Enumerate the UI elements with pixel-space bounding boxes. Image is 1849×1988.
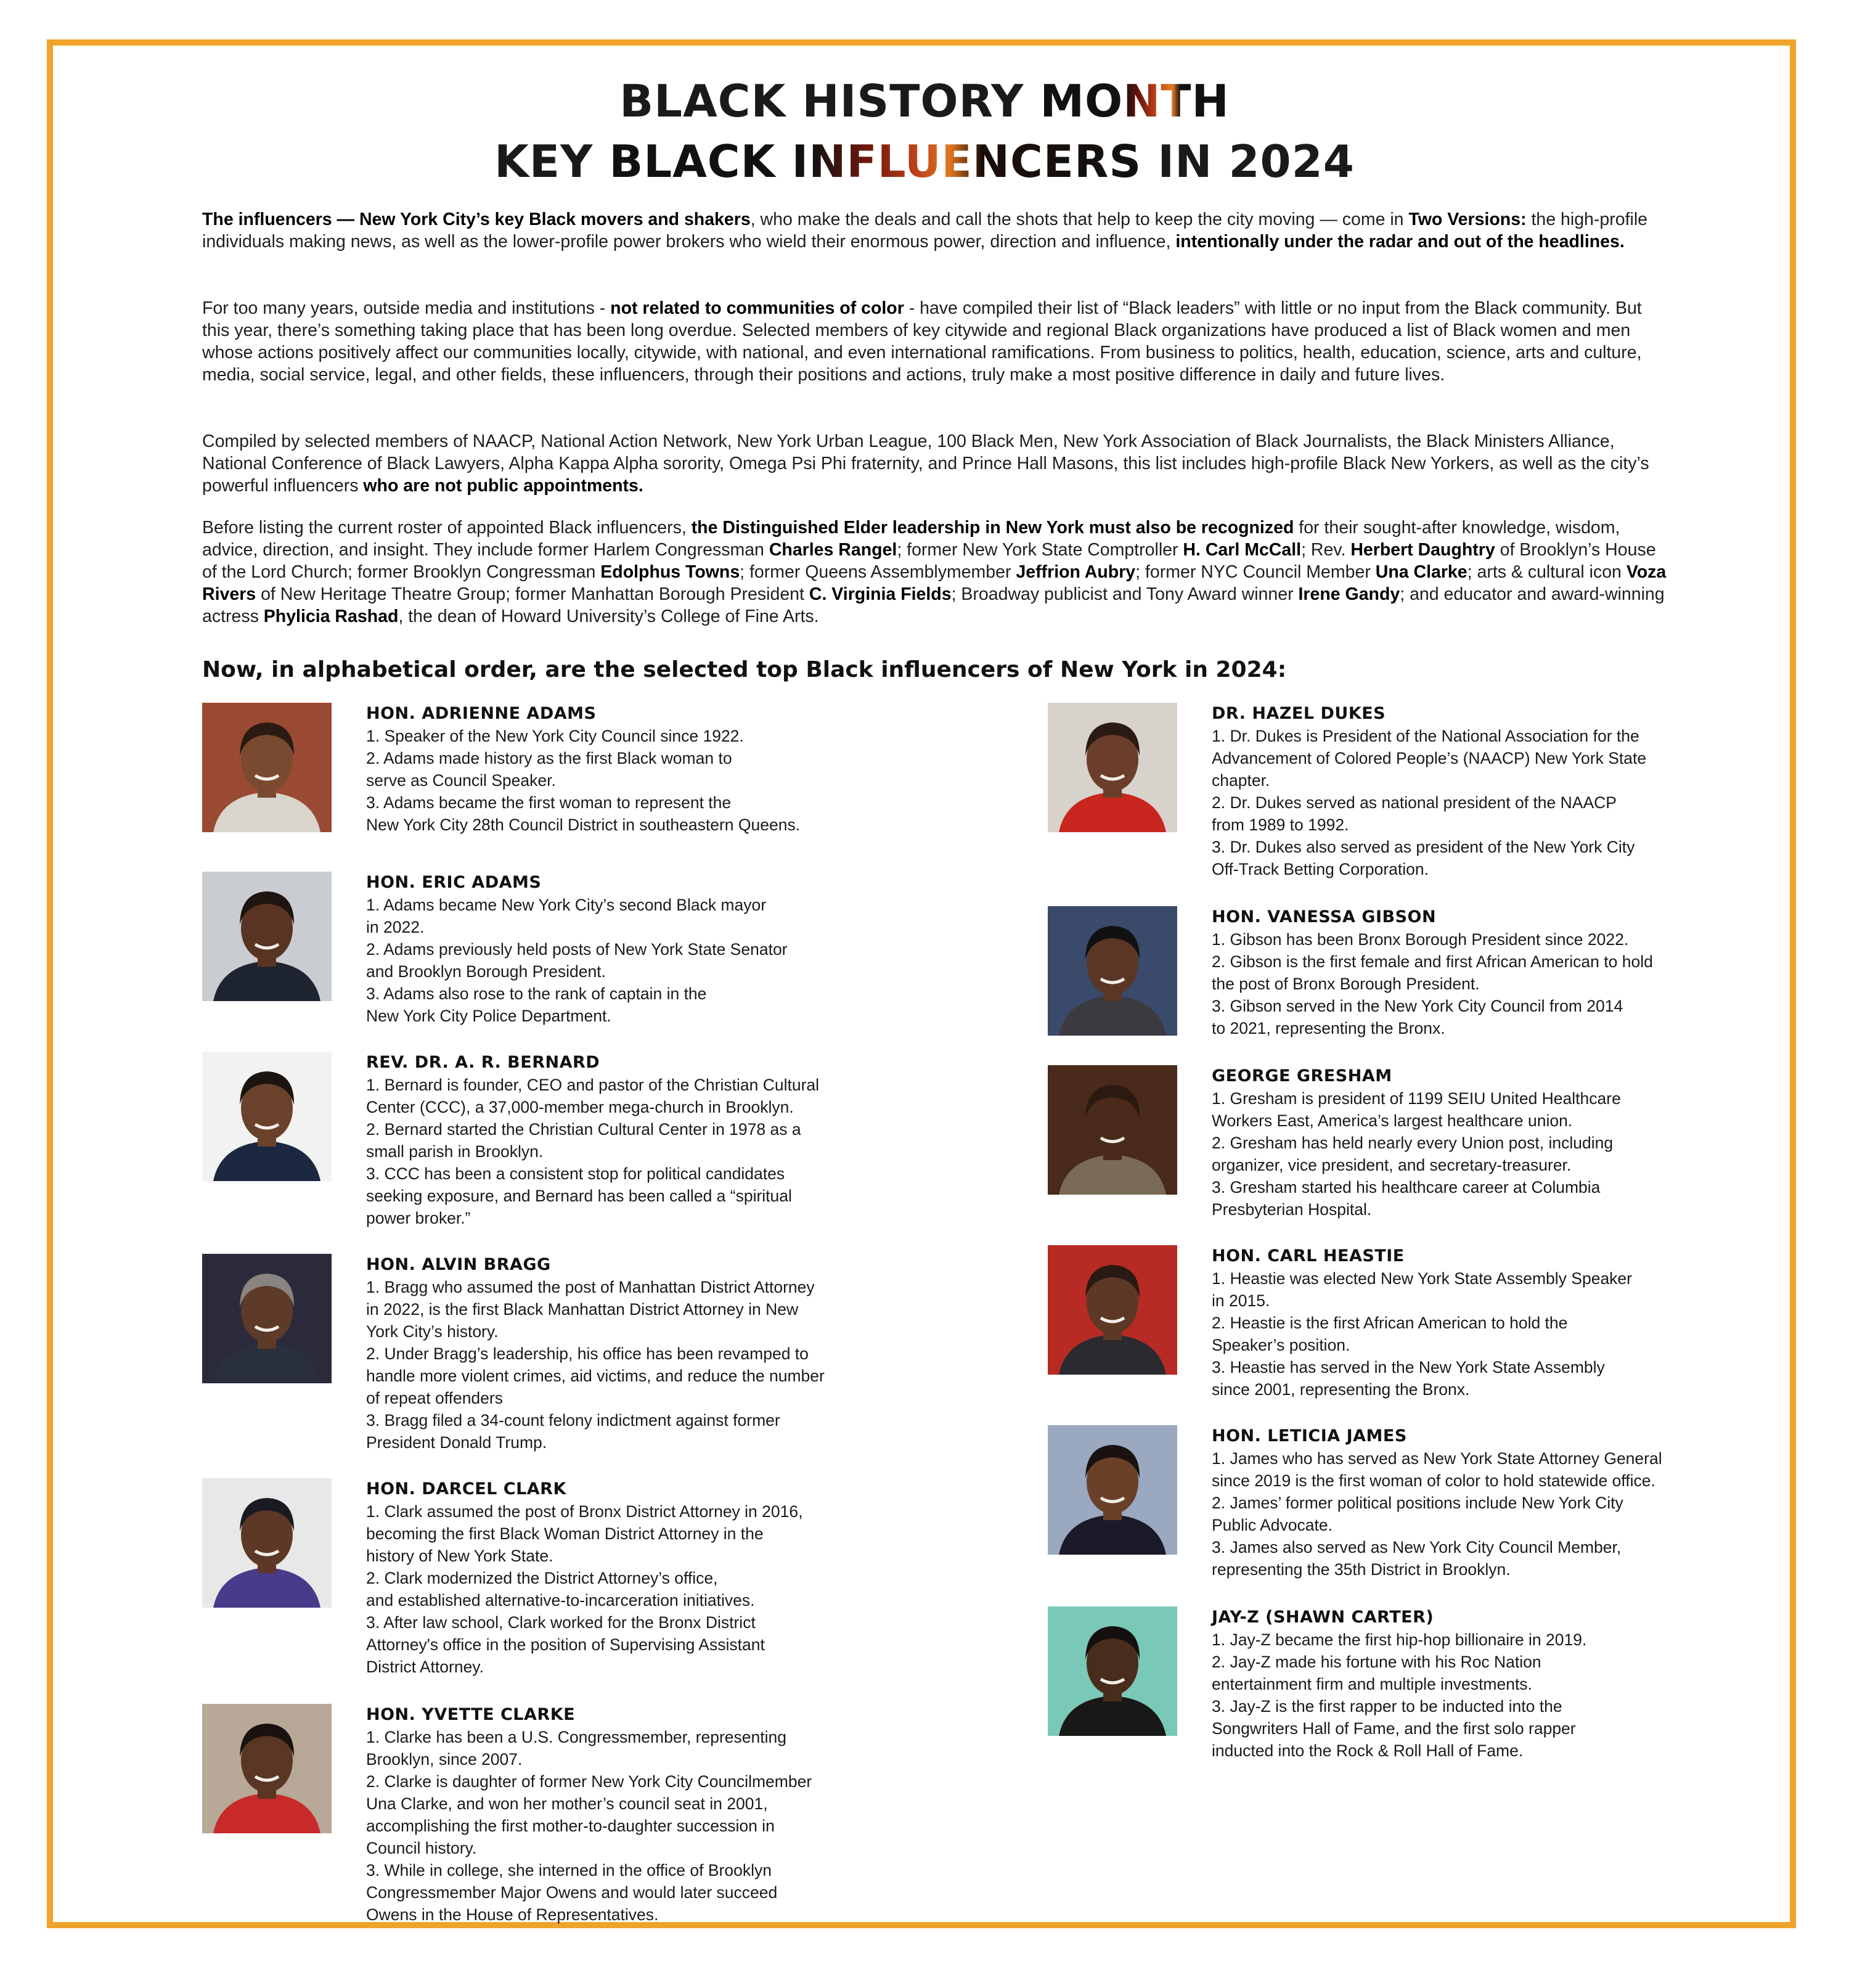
portrait-illustration (202, 703, 332, 832)
influencer-fact: becoming the first Black Woman District Attorney in the (366, 1524, 764, 1543)
influencer-text (1212, 1065, 1720, 1221)
influencer-fact: power broker.” (366, 1209, 471, 1227)
body-text: for their sought-after knowledge, wisdom, advice, direction, and insight. They include former Harlem Congressman (202, 518, 1620, 560)
influencer-text (1212, 703, 1720, 880)
influencer-fact: 1. Gibson has been Bronx Borough President since 2022. (1212, 930, 1629, 949)
influencer-fact: Owens in the House of Representatives. (366, 1905, 659, 1924)
influencer-entry (1048, 1606, 1720, 1762)
bold-text: intentionally under the radar and out of the headlines. (1175, 232, 1625, 252)
influencer-fact: New York City 28th Council District in southeastern Queens. (366, 816, 801, 834)
influencer-fact: 1. Adams became New York City’s second Black mayor (366, 896, 767, 914)
influencer-fact: 3. Gresham started his healthcare career at Columbia (1212, 1178, 1601, 1196)
body-text: - have compiled their list of “Black leaders” with little or no input from the Black community. But this year, there’s something taking place that has been long overdue. Selected members of key citywide and regional Black organizations have produced a list of Black women and men whose actions positively affect our communities locally, citywide, with national, and even international ramifications. From business to politics, health, education, science, arts and culture, media, social service, legal, and other fields, these influencers, through their positions and actions, truly make a most positive difference in daily and future lives. (202, 298, 1642, 385)
influencer-fact: since 2001, representing the Bronx. (1212, 1380, 1470, 1399)
portrait-illustration (1048, 1245, 1177, 1375)
influencer-fact: 3. Adams became the first woman to represent the (366, 793, 732, 812)
influencer-fact: since 2019 is the first woman of color to hold statewide office. (1212, 1471, 1655, 1490)
influencer-fact: from 1989 to 1992. (1212, 816, 1349, 834)
influencer-fact: inducted into the Rock & Roll Hall of Fame. (1212, 1741, 1524, 1760)
influencer-text (366, 1254, 886, 1454)
intro-paragraph-4 (202, 517, 1669, 628)
influencer-photo (1048, 1425, 1177, 1555)
influencer-fact: the post of Bronx Borough President. (1212, 975, 1480, 993)
influencer-fact: of repeat offenders (366, 1389, 503, 1407)
portrait-illustration (202, 1704, 332, 1833)
portrait-illustration (202, 872, 332, 1001)
influencer-fact: 3. Dr. Dukes also served as president of the New York City (1212, 838, 1635, 856)
portrait-illustration (1048, 703, 1177, 832)
influencer-fact: 1. Clarke has been a U.S. Congressmember, representing (366, 1728, 786, 1746)
influencer-name: HON. ADRIENNE ADAMS (366, 704, 597, 723)
influencer-text (366, 1478, 886, 1678)
body-text: ; and educator and award-winning actress (202, 584, 1665, 626)
bold-text: who are not public appointments. (363, 476, 643, 496)
influencer-text (1212, 1606, 1720, 1762)
influencer-text (366, 1052, 886, 1229)
influencer-text (366, 872, 886, 1027)
influencer-name: DR. HAZEL DUKES (1212, 704, 1386, 723)
influencer-fact: 1. Clark assumed the post of Bronx District Attorney in 2016, (366, 1502, 803, 1521)
influencer-column-left (202, 703, 886, 1926)
portrait-illustration (202, 1478, 332, 1608)
body-text: of New Heritage Theatre Group; former Manhattan Borough President (256, 584, 809, 604)
influencer-photo (1048, 906, 1177, 1036)
body-text: Compiled by selected members of NAACP, National Action Network, New York Urban League, 100 Black Men, New York Association of Black Journalists, the Black Ministers Alliance, National Conference of Black Lawyers, Alpha Kappa Alpha sorority, Omega Psi Phi fraternity, and Prince Hall Masons, this list includes high-profile Black New Yorkers, as well as the city’s powerful influencers (202, 432, 1649, 496)
body-text: ; arts & cultural icon (1467, 562, 1627, 582)
intro-paragraph-3 (202, 430, 1669, 497)
body-text: the high-profile individuals making news, as well as the lower-profile power brokers who wield their enormous power, direction and influence, (202, 210, 1648, 252)
title-text: KEY (494, 136, 610, 187)
influencer-photo (1048, 1065, 1177, 1195)
bold-text: Jeffrion Aubry (1016, 562, 1136, 582)
influencer-fact: 1. James who has served as New York State Attorney General (1212, 1449, 1662, 1468)
influencer-fact: 2. Heastie is the first African American to hold the (1212, 1314, 1568, 1332)
influencer-entry (1048, 703, 1720, 880)
title-line-2 (0, 136, 1849, 187)
influencer-fact: 1. Dr. Dukes is President of the National Association for the (1212, 727, 1639, 745)
influencer-fact: 2. Clarke is daughter of former New York City Councilmember (366, 1772, 812, 1791)
influencer-entry (202, 703, 886, 836)
influencer-fact: 3. Heastie has served in the New York State Assembly (1212, 1358, 1605, 1376)
influencer-fact: 1. Jay-Z became the first hip-hop billionaire in 2019. (1212, 1630, 1587, 1649)
influencer-photo (202, 703, 332, 832)
influencer-text (1212, 1245, 1720, 1401)
influencer-text (1212, 906, 1720, 1039)
influencer-fact: 2. Dr. Dukes served as national president of the NAACP (1212, 793, 1617, 812)
influencer-fact: 3. James also served as New York City Council Member, (1212, 1538, 1622, 1556)
influencer-fact: 3. CCC has been a consistent stop for political candidates (366, 1164, 785, 1183)
influencer-fact: 2. Clark modernized the District Attorney’s office, (366, 1569, 718, 1587)
intro-paragraph-1 (202, 208, 1669, 253)
influencer-fact: 2. Bernard started the Christian Cultural Center in 1978 as a (366, 1120, 801, 1139)
influencer-name: HON. DARCEL CLARK (366, 1479, 566, 1499)
influencer-fact: 1. Bernard is founder, CEO and pastor of the Christian Cultural (366, 1076, 820, 1094)
body-text: ; former New York State Comptroller (897, 540, 1183, 560)
list-heading: Now, in alphabetical order, are the selected top Black influencers of New York in 2024: (202, 657, 1287, 682)
portrait-illustration (202, 1254, 332, 1383)
influencer-fact: 1. Speaker of the New York City Council since 1922. (366, 727, 744, 745)
influencer-fact: in 2022, is the first Black Manhattan District Attorney in New (366, 1300, 799, 1319)
portrait-illustration (1048, 1606, 1177, 1736)
influencer-fact: serve as Council Speaker. (366, 771, 556, 790)
influencer-fact: Songwriters Hall of Fame, and the first solo rapper (1212, 1719, 1576, 1738)
influencer-fact: Off-Track Betting Corporation. (1212, 860, 1429, 878)
influencer-name: HON. VANESSA GIBSON (1212, 907, 1437, 927)
title-text: IN 2024 (1141, 136, 1355, 187)
influencer-name: JAY-Z (SHAWN CARTER) (1212, 1608, 1434, 1627)
bold-text: The influencers — New York City’s key Black movers and shakers (202, 210, 751, 229)
influencer-fact: Attorney's office in the position of Supervising Assistant (366, 1635, 765, 1654)
influencer-fact: Council history. (366, 1839, 477, 1857)
bold-text: the Distinguished Elder leadership in New York must also be recognized (691, 518, 1294, 538)
influencer-photo (202, 1254, 332, 1383)
body-text: Before listing the current roster of appointed Black influencers, (202, 518, 692, 538)
influencer-entry (202, 1052, 886, 1229)
influencer-fact: 2. Jay-Z made his fortune with his Roc Nation (1212, 1653, 1541, 1671)
influencer-photo (1048, 703, 1177, 832)
influencer-entry (202, 872, 886, 1027)
influencer-fact: President Donald Trump. (366, 1433, 547, 1452)
influencer-fact: and Brooklyn Borough President. (366, 962, 606, 981)
influencer-fact: in 2022. (366, 918, 425, 936)
influencer-fact: 3. Bragg filed a 34-count felony indictment against former (366, 1411, 780, 1430)
influencer-fact: accomplishing the first mother-to-daughter succession in (366, 1817, 775, 1835)
influencer-fact: 3. After law school, Clark worked for the Bronx District (366, 1613, 756, 1632)
influencer-fact: Congressmember Major Owens and would later succeed (366, 1883, 778, 1902)
influencer-text (366, 1704, 886, 1926)
influencer-fact: history of New York State. (366, 1547, 553, 1565)
influencer-fact: 2. Under Bragg’s leadership, his office has been revamped to (366, 1344, 809, 1363)
portrait-illustration (1048, 1065, 1177, 1195)
influencer-fact: 2. Adams made history as the first Black woman to (366, 749, 732, 767)
portrait-illustration (1048, 906, 1177, 1036)
influencer-fact: Speaker’s position. (1212, 1336, 1350, 1354)
title-line-1 (0, 75, 1849, 127)
portrait-illustration (202, 1052, 332, 1181)
influencer-fact: 3. While in college, she interned in the office of Brooklyn (366, 1861, 772, 1880)
bold-text: H. Carl McCall (1183, 540, 1302, 560)
influencer-fact: entertainment firm and multiple investments. (1212, 1675, 1532, 1693)
influencer-entry (202, 1704, 886, 1926)
influencer-entry (1048, 906, 1720, 1039)
influencer-fact: Presbyterian Hospital. (1212, 1200, 1372, 1219)
influencer-name: HON. CARL HEASTIE (1212, 1246, 1405, 1266)
bold-text: C. Virginia Fields (809, 584, 952, 604)
influencer-fact: 2. James’ former political positions include New York City (1212, 1494, 1623, 1512)
influencer-entry (1048, 1065, 1720, 1221)
influencer-photo (202, 1704, 332, 1833)
influencer-fact: and established alternative-to-incarceration initiatives. (366, 1591, 755, 1610)
influencer-fact: 1. Heastie was elected New York State Assembly Speaker (1212, 1269, 1632, 1288)
influencer-name: HON. LETICIA JAMES (1212, 1426, 1407, 1446)
influencer-fact: 3. Adams also rose to the rank of captain in the (366, 984, 707, 1003)
influencer-entry (1048, 1425, 1720, 1581)
bold-text: Charles Rangel (769, 540, 897, 560)
influencer-name: HON. ERIC ADAMS (366, 873, 542, 892)
influencer-photo (202, 872, 332, 1001)
influencer-fact: Una Clarke, and won her mother’s council seat in 2001, (366, 1794, 768, 1813)
body-text: ; Rev. (1301, 540, 1351, 560)
influencer-fact: to 2021, representing the Bronx. (1212, 1019, 1445, 1037)
influencer-fact: Public Advocate. (1212, 1516, 1333, 1534)
intro-paragraph-2 (202, 297, 1669, 386)
influencer-fact: Workers East, America’s largest healthcare union. (1212, 1111, 1573, 1130)
bold-text: Herbert Daughtry (1350, 540, 1495, 560)
influencer-name: HON. YVETTE CLARKE (366, 1705, 576, 1724)
bold-text: Phylicia Rashad (263, 607, 399, 626)
body-text: ; former Queens Assemblymember (740, 562, 1016, 582)
influencer-fact: New York City Police Department. (366, 1007, 611, 1025)
bold-text: Irene Gandy (1298, 584, 1400, 604)
influencer-fact: Center (CCC), a 37,000-member mega-church in Brooklyn. (366, 1098, 794, 1116)
influencer-text (366, 703, 886, 836)
influencer-photo (1048, 1245, 1177, 1375)
influencer-photo (1048, 1606, 1177, 1736)
influencer-fact: chapter. (1212, 771, 1270, 790)
influencer-photo (202, 1478, 332, 1608)
influencer-fact: 3. Jay-Z is the first rapper to be inducted into the (1212, 1697, 1562, 1716)
influencer-fact: 1. Gresham is president of 1199 SEIU United Healthcare (1212, 1089, 1621, 1108)
influencer-fact: District Attorney. (366, 1658, 484, 1676)
influencer-fact: organizer, vice president, and secretary-treasurer. (1212, 1156, 1572, 1174)
influencer-fact: York City’s history. (366, 1322, 499, 1341)
title-text: BLACK HISTORY (619, 75, 1040, 127)
bold-text: Edolphus Towns (600, 562, 740, 582)
influencer-fact: handle more violent crimes, aid victims, and reduce the number (366, 1367, 825, 1385)
influencer-fact: 3. Gibson served in the New York City Council from 2014 (1212, 997, 1623, 1015)
bold-text: Two Versions: (1408, 210, 1527, 229)
influencer-fact: 2. Gresham has held nearly every Union post, including (1212, 1134, 1614, 1152)
portrait-illustration (1048, 1425, 1177, 1555)
influencer-entry (202, 1254, 886, 1454)
influencer-fact: 2. Adams previously held posts of New York State Senator (366, 940, 788, 959)
body-text: of Brooklyn’s House of the Lord Church; former Brooklyn Congressman (202, 540, 1656, 582)
body-text: ; Broadway publicist and Tony Award winner (951, 584, 1299, 604)
bold-text: Una Clarke (1375, 562, 1467, 582)
influencer-fact: in 2015. (1212, 1291, 1270, 1310)
influencer-fact: Brooklyn, since 2007. (366, 1750, 523, 1769)
influencer-fact: 2. Gibson is the first female and first African American to hold (1212, 952, 1653, 971)
influencer-name: GEORGE GRESHAM (1212, 1066, 1392, 1086)
influencer-fact: seeking exposure, and Bernard has been called a “spiritual (366, 1187, 792, 1205)
influencer-photo (202, 1052, 332, 1181)
bold-text: Voza Rivers (202, 562, 1667, 604)
influencer-entry (1048, 1245, 1720, 1401)
influencer-column-right (1048, 703, 1720, 1762)
body-text: ; former NYC Council Member (1135, 562, 1376, 582)
influencer-name: HON. ALVIN BRAGG (366, 1255, 551, 1274)
bold-text: not related to communities of color (610, 298, 904, 318)
influencer-fact: representing the 35th District in Brooklyn. (1212, 1560, 1511, 1579)
body-text: , who make the deals and call the shots that help to keep the city moving — come in (750, 210, 1409, 229)
influencer-fact: small parish in Brooklyn. (366, 1142, 544, 1161)
influencer-name: REV. DR. A. R. BERNARD (366, 1053, 600, 1072)
title-text-accent: MONTH (1040, 75, 1230, 127)
influencer-text (1212, 1425, 1720, 1581)
body-text: , the dean of Howard University’s College of Fine Arts. (398, 607, 819, 626)
influencer-fact: 1. Bragg who assumed the post of Manhattan District Attorney (366, 1278, 815, 1296)
title-text-accent: BLACK INFLUENCERS (609, 136, 1142, 187)
influencer-entry (202, 1478, 886, 1678)
influencer-fact: Advancement of Colored People’s (NAACP) New York State (1212, 749, 1647, 767)
body-text: For too many years, outside media and institutions - (202, 298, 611, 318)
